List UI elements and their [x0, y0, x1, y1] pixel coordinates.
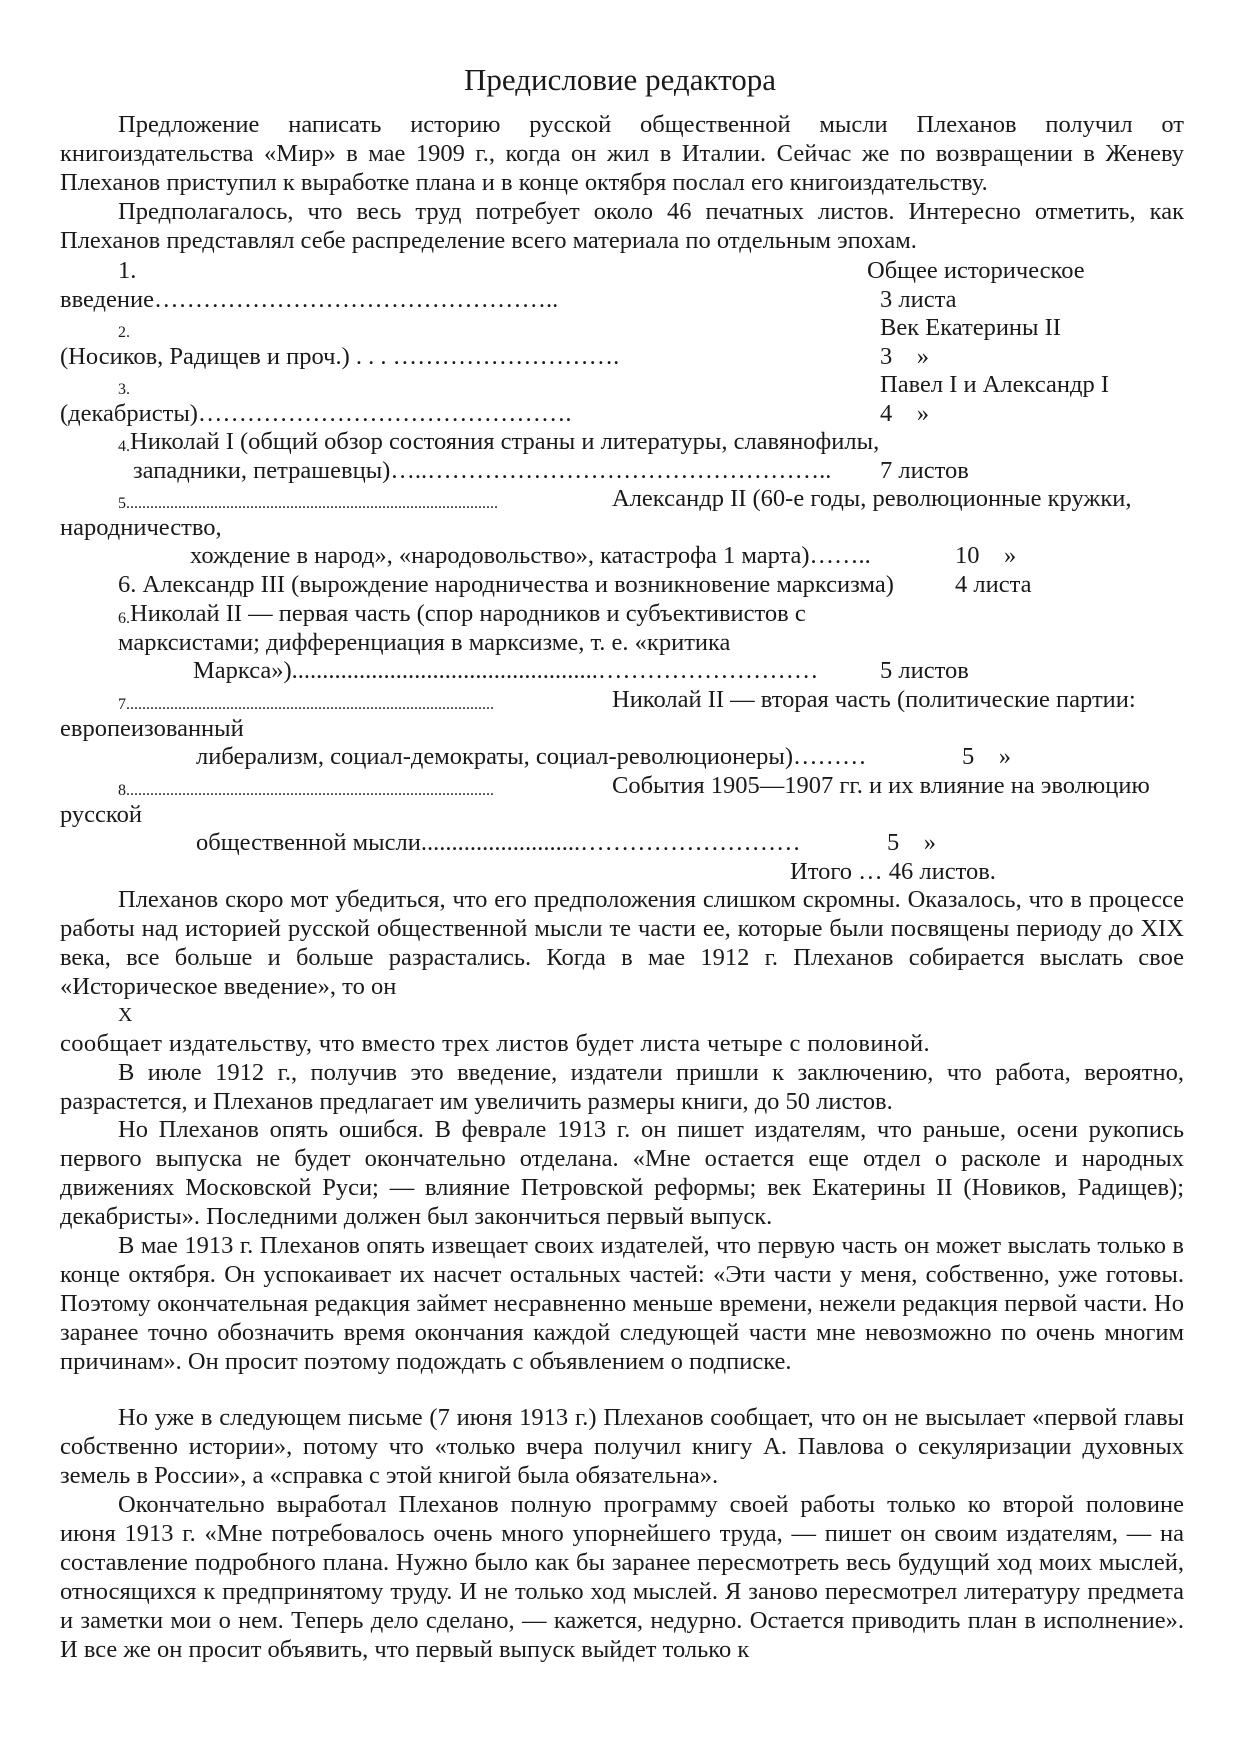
plan-item-1-volume: 3 листа — [880, 286, 957, 313]
plan-item-8-line-2: русской — [60, 801, 142, 828]
plan-item-7-volume: 5 » — [962, 743, 1011, 770]
plan-item-4-number: 4. — [118, 438, 130, 455]
plan-item-1-number: 1. — [118, 257, 137, 284]
plan-item-6b-number: 6. — [118, 610, 130, 627]
plan-item-3-volume: 4 » — [880, 400, 929, 427]
paragraph-8: Окончательно выработал Плеханов полную программу своей работы только ко второй половине июня 1913 г. «Мне потребовалось очень много упорнейшего труда, — пишет он своим издателям, — на составление подробного плана. Нужно было как бы заранее пересмотреть весь будущий ход моих мыслей, относящихся к предпринятому труду. И не только ход мыслей. Я заново пересмотрел литературу предмета и заметки мои о нем. Теперь дело сделано, — кажется, недурно. Остается приводить план в исполнение». И все же он просит объявить, что первый выпуск выйдет только к — [60, 1491, 1184, 1663]
plan-item-1-title: Общее историческое — [867, 257, 1085, 284]
paragraph-3: Плеханов скоро мот убедиться, что его предположения слишком скромны. Оказалось, что в процессе работы над историей русской общественной мысли те части ее, которые были посвящены периоду до XIX века, все больше и больше разрастались. Когда в мае 1912 г. Плеханов собирается выслать свое «Историческое введение», то он — [60, 886, 1184, 1000]
paragraph-4: В июле 1912 г., получив это введение, издатели пришли к заключению, что работа, вероятно, разрастется, и Плеханов предлагает им увеличить размеры книги, до 50 листов. — [60, 1059, 1184, 1115]
plan-item-4-line-1: Николай I (общий обзор состояния страны и литературы, славянофилы, — [130, 428, 880, 455]
plan-item-5-line-1: Александр II (60-е годы, революционные кружки, — [612, 485, 1132, 512]
plan-item-5-volume: 10 » — [955, 542, 1017, 569]
paragraph-6: В мае 1913 г. Плеханов опять извещает своих издателей, что первую часть он может выслать только в конце октября. Он успокаивает их насчет остальных частей: «Эти части у меня, собственно, уже готовы. Поэтому окончательная редакция займет несравненно меньше времени, нежели редакция первой части. Но заранее точно обозначить время окончания каждой следующей части мне невозможно по очень многим причинам». Он просит поэтому подождать с объявлением о подписке. — [60, 1232, 1184, 1375]
plan-item-7-number: 7............................................................................................ — [118, 696, 494, 713]
page-title: Предисловие редактора — [464, 62, 776, 97]
plan-item-5-number: 5............................................................................................. — [118, 495, 498, 512]
paragraph-7: Но уже в следующем письме (7 июня 1913 г.) Плеханов сообщает, что он не высылает «первой главы собственно истории», потому что «только вчера получил книгу А. Павлова о секуляризации духовных земель в России», а «справка с этой книгой была обязательна». — [60, 1404, 1184, 1489]
plan-item-8-line-1: События 1905—1907 гг. и их влияние на эволюцию — [612, 772, 1150, 799]
plan-item-5-line-3: хождение в народ», «народовольство», катастрофа 1 марта)…….. — [190, 542, 871, 569]
plan-item-7-line-1: Николай II — вторая часть (политические партии: — [612, 686, 1136, 713]
plan-item-7-line-2: европеизованный — [60, 715, 244, 742]
plan-item-8-number: 8............................................................................................ — [118, 782, 494, 799]
plan-item-2-volume: 3 » — [880, 343, 929, 370]
plan-item-6-line: 6. Александр III (вырождение народничества и возникновение марксизма) — [118, 571, 894, 598]
plan-item-6b-line-2: марксистами; дифференциация в марксизме, т. е. «критика — [118, 629, 731, 656]
plan-item-3-title: Павел I и Александр I — [880, 371, 1109, 398]
plan-item-6b-volume: 5 листов — [880, 657, 969, 684]
plan-item-6b-line-3: Маркса»)..................................................……………………… — [193, 657, 819, 684]
plan-total: Итого … 46 листов. — [790, 858, 996, 885]
plan-item-6b-line-1: Николай II — первая часть (спор народников и субъективистов с — [130, 600, 806, 627]
plan-item-2-text: (Носиков, Радищев и проч.) . . . ………………………. — [60, 343, 620, 370]
plan-item-7-line-3: либерализм, социал-демократы, социал-революционеры)……… — [196, 743, 867, 770]
paragraph-5: Но Плеханов опять ошибся. В феврале 1913 г. он пишет издателям, что раньше, осени рукопись первого выпуска не будет окончательно отделана. «Мне остается еще отдел о расколе и народных движениях Московской Руси; — влияние Петровской реформы; век Екатерины II (Новиков, Радищев); декабристы». Последними должен был закончиться первый выпуск. — [60, 1116, 1184, 1230]
paragraph-1: Предложение написать историю русской общественной мысли Плеханов получил от книгоиздательства «Мир» в мае 1909 г., когда он жил в Италии. Сейчас же по возвращении в Женеву Плеханов приступил к выработке плана и в конце октября послал его книгоиздательству. — [60, 111, 1184, 196]
plan-item-5-line-2: народничество, — [60, 514, 222, 541]
marginal-mark: X — [118, 1004, 133, 1026]
plan-item-3-number: 3. — [118, 381, 130, 398]
paragraph-2: Предполагалось, что весь труд потребует около 46 печатных листов. Интересно отметить, как Плеханов представлял себе распределение всего материала по отдельным эпохам. — [60, 198, 1184, 254]
plan-item-8-volume: 5 » — [887, 829, 936, 856]
paragraph-3-continued: сообщает издательству, что вместо трех листов будет листа четыре с половиной. — [60, 1030, 931, 1057]
plan-item-3-text: (декабристы)………………………………………. — [60, 400, 572, 427]
plan-item-1-text: введение………………………………………….. — [60, 286, 559, 313]
plan-item-6-volume: 4 листа — [955, 571, 1032, 598]
plan-item-4-volume: 7 листов — [880, 457, 969, 484]
plan-item-2-number: 2. — [118, 324, 130, 341]
plan-item-8-line-3: общественной мысли..........................……………………… — [196, 829, 801, 856]
plan-item-2-title: Век Екатерины II — [880, 314, 1061, 341]
plan-item-4-line-2: западники, петрашевцы)…..………………………………………….. — [133, 457, 832, 484]
